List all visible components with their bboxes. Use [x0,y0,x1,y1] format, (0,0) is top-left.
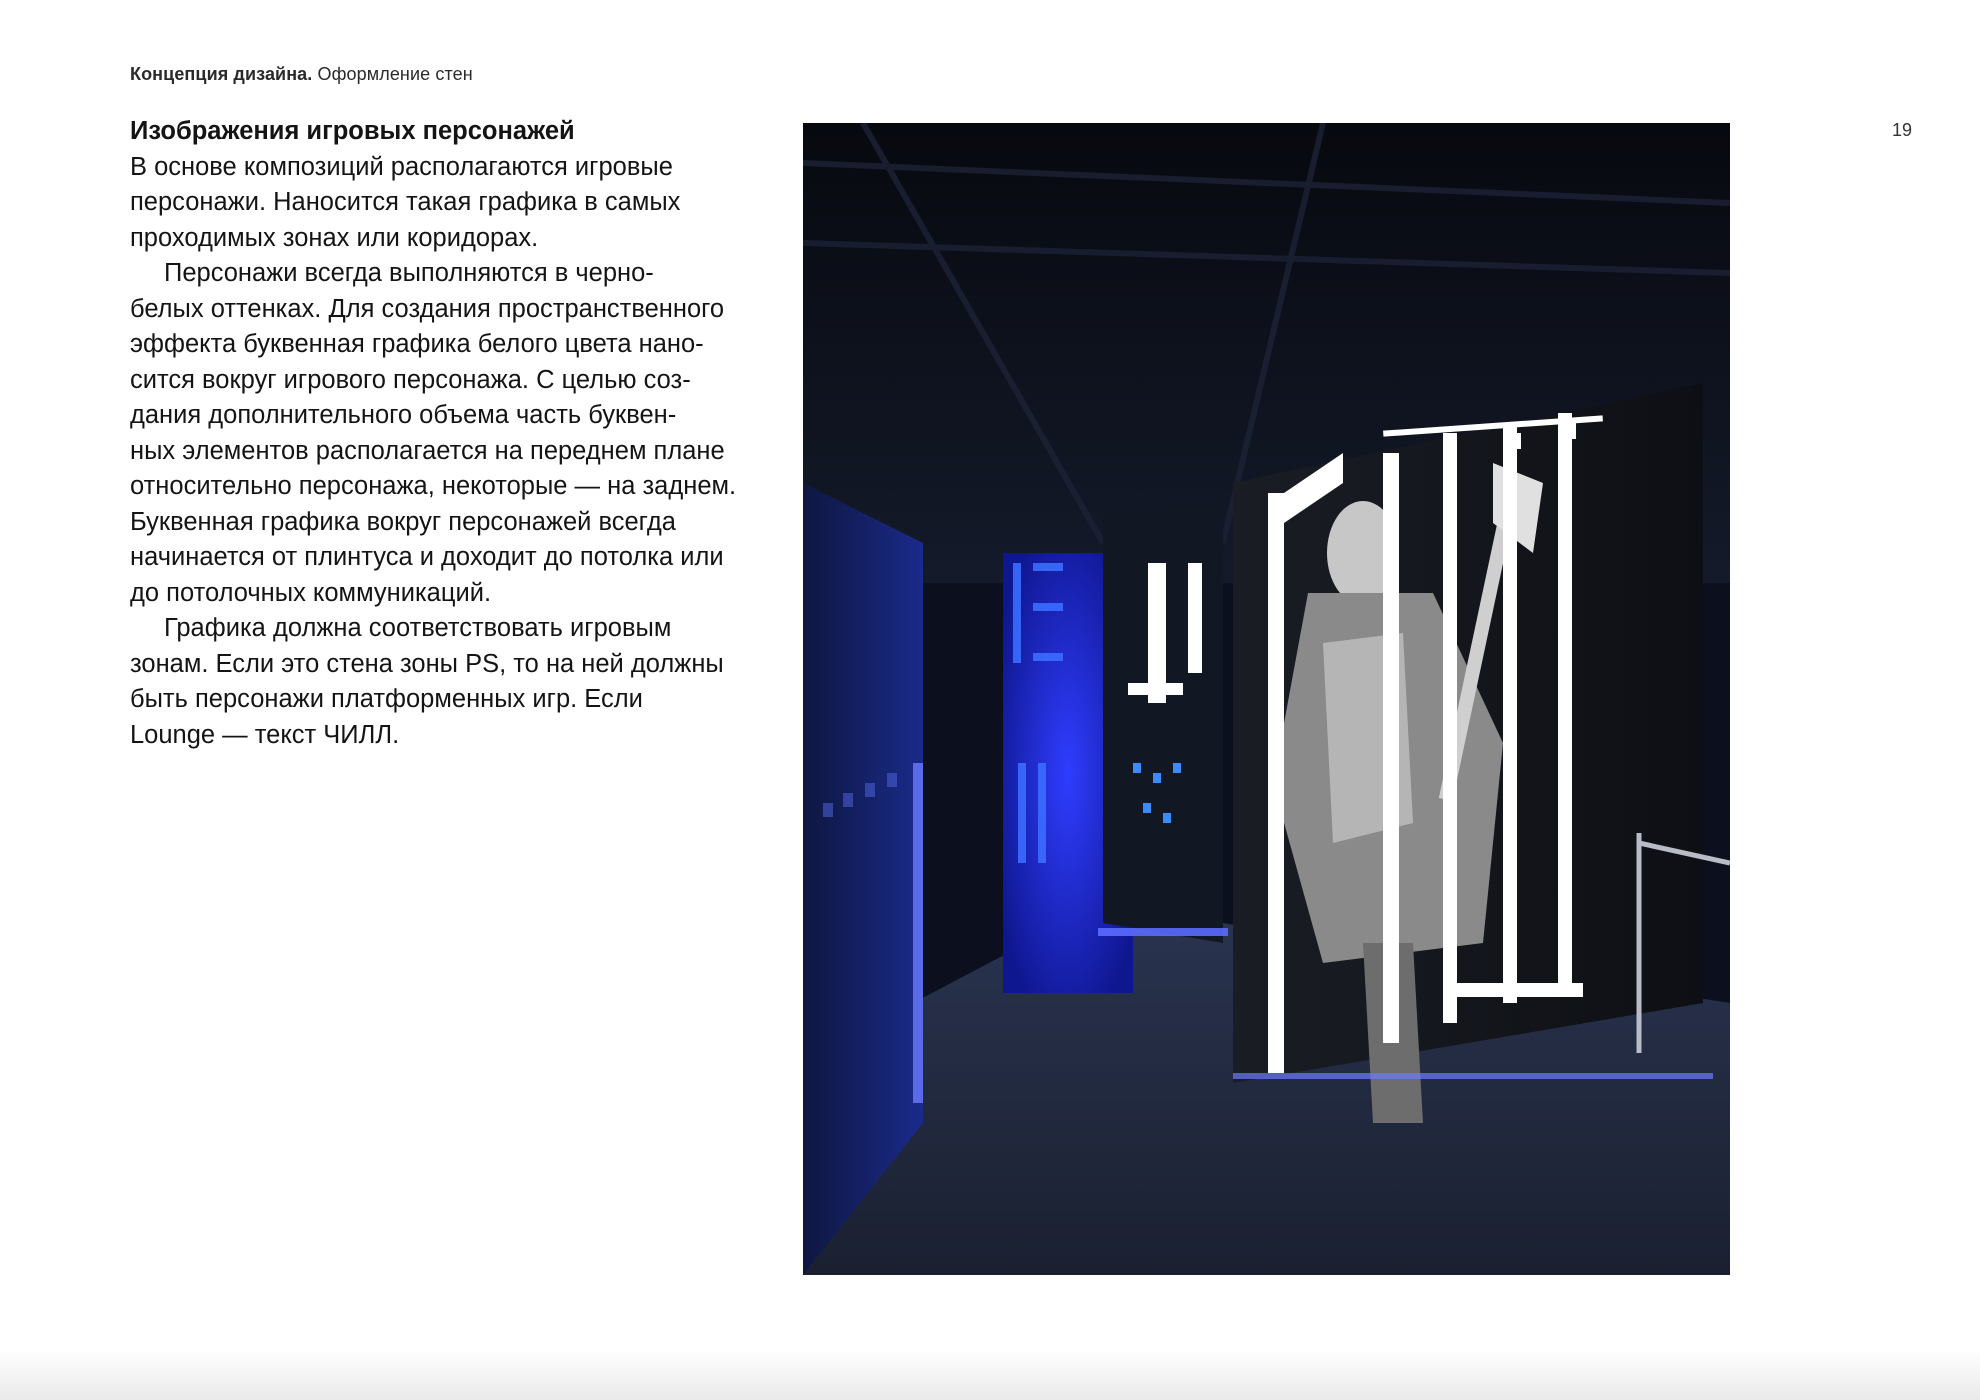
header-section: Концепция дизайна. [130,64,313,84]
paragraph-line: проходимых зонах или коридорах. [130,223,539,252]
feature-wall-base-light [1233,1073,1713,1079]
paragraph-line: эффекта буквенная графика белого цвета нано- [130,330,704,358]
paragraph-line: зонам. Если это стена зоны PS, то на ней должны [130,649,724,678]
wall-lettering-label: ЧИЛЛ [803,123,806,124]
paragraph-line: до потолочных коммуникаций. [130,578,492,607]
body-text [130,114,790,753]
page-bottom-shade [0,1350,1980,1400]
paragraph-line: относительно персонажа, некоторые — на заднем. [130,472,737,500]
paragraph-line: начинается от плинтуса и доходит до потолка или [130,543,724,571]
paragraph-line: Lounge — текст ЧИЛЛ. [130,720,400,749]
left-wall-light-strip [913,763,923,1103]
paragraph-line: персонажи. Наносится такая графика в самых [130,188,681,216]
page-header [130,64,473,85]
paragraph-line: ных элементов располагается на переднем плане [130,436,725,465]
paragraph-line: Буквенная графика вокруг персонажей всегда [130,507,676,536]
paragraph-line: Графика должна соответствовать игровым [164,614,672,642]
section-heading: Изображения игровых персонажей [130,117,575,145]
paragraph-line: Персонажи всегда выполняются в черно- [164,259,654,287]
interior-render-photo [803,123,1730,1275]
paragraph-line: дания дополнительного объема часть буквен- [130,401,677,429]
paragraph-line: сится вокруг игрового персонажа. С целью соз- [130,365,691,394]
header-subsection: Оформление стен [317,64,473,84]
paragraph-line: быть персонажи платформенных игр. Если [130,685,643,713]
paragraph-line: белых оттенках. Для создания пространственного [130,294,725,323]
paragraph-line: В основе композиций располагаются игровые [130,152,673,181]
page-number: 19 [1892,120,1913,140]
interior-render-illustration [803,123,1730,1275]
pillar-base-light [1098,928,1228,936]
